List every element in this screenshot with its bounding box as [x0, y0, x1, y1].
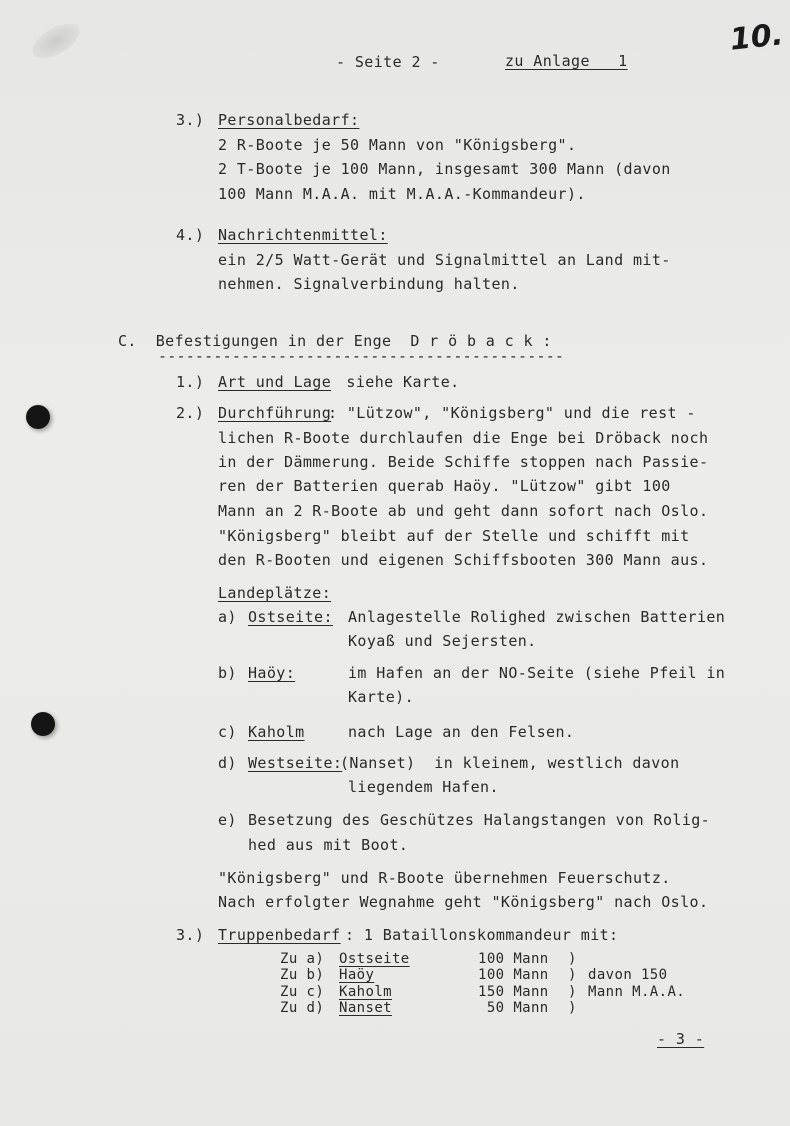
punch-hole [26, 405, 50, 429]
item-number: 3.) [176, 926, 205, 944]
text-line: Mann an 2 R-Boote ab und geht dann sofort nach Oslo. [218, 502, 709, 520]
troop-note: Mann M.A.A. [588, 984, 686, 1000]
item-number: 3.) [176, 111, 205, 129]
item-title: Durchführung [218, 404, 332, 422]
landing-letter: c) [218, 723, 237, 741]
text-line: in der Dämmerung. Beide Schiffe stoppen nach Passie- [218, 453, 709, 471]
landing-text: Anlagestelle Rolighed zwischen Batterien [348, 608, 726, 626]
landing-place: Kaholm [248, 723, 305, 741]
text-line: 2 T-Boote je 100 Mann, insgesamt 300 Mann (davon [218, 160, 671, 178]
item-number: 2.) [176, 404, 205, 422]
item-title: Art und Lage [218, 373, 332, 391]
text-line: hed aus mit Boot. [248, 836, 409, 854]
troop-place: Kaholm [339, 984, 392, 1000]
troop-note: davon 150 [588, 967, 668, 983]
landing-place: Ostseite: [248, 608, 333, 626]
troop-place: Nanset [339, 1000, 392, 1016]
item-number: 4.) [176, 226, 205, 244]
section-heading: C. Befestigungen in der Enge D r ö b a c k : [118, 332, 552, 350]
text-line: Besetzung des Geschützes Halangstangen von Rolig- [248, 811, 711, 829]
landing-letter: d) [218, 754, 237, 772]
troop-count: 100 Mann [478, 951, 549, 967]
text-line: "Königsberg" bleibt auf der Stelle und schifft mit [218, 527, 690, 545]
troop-prefix: Zu b) [280, 967, 325, 983]
landing-text: im Hafen an der NO-Seite (siehe Pfeil in [348, 664, 726, 682]
item-e-letter: e) [218, 811, 237, 829]
text-line: ren der Batterien querab Haöy. "Lützow" gibt 100 [218, 477, 671, 495]
ink-smudge [27, 17, 85, 66]
landing-title: Landeplätze: [218, 584, 332, 602]
troop-prefix: Zu d) [280, 1000, 325, 1016]
text-line: 100 Mann M.A.A. mit M.A.A.-Kommandeur). [218, 185, 586, 203]
text-line: "Königsberg" und R-Boote übernehmen Feuerschutz. [218, 869, 671, 887]
text-line: : 1 Bataillonskommandeur mit: [345, 926, 619, 944]
annex-label: zu Anlage 1 [505, 52, 628, 70]
landing-place: Haöy: [248, 664, 296, 682]
troop-count: 100 Mann [478, 967, 549, 983]
landing-text: Karte). [348, 688, 415, 706]
text-line: 2 R-Boote je 50 Mann von "Königsberg". [218, 136, 577, 154]
text-line: nehmen. Signalverbindung halten. [218, 275, 520, 293]
troop-bracket: ) [568, 951, 577, 967]
troop-bracket: ) [568, 1000, 577, 1016]
text-line: siehe Karte. [337, 373, 460, 391]
troop-prefix: Zu a) [280, 951, 325, 967]
landing-text: Koyaß und Sejersten. [348, 632, 537, 650]
landing-place: Westseite: [248, 754, 343, 772]
next-page-marker: - 3 - [657, 1030, 705, 1048]
text-line: Nach erfolgter Wegnahme geht "Königsberg" nach Oslo. [218, 893, 709, 911]
troop-bracket: ) [568, 984, 577, 1000]
folio-number: 10. [728, 17, 785, 58]
landing-text: (Nanset) in kleinem, westlich davon [340, 754, 680, 772]
item-number: 1.) [176, 373, 205, 391]
troop-count: 50 Mann [478, 1000, 549, 1016]
text-line: lichen R-Boote durchlaufen die Enge bei Dröback noch [218, 429, 709, 447]
page-label: - Seite 2 - [336, 53, 440, 71]
item-title: Personalbedarf: [218, 111, 360, 129]
troop-count: 150 Mann [478, 984, 549, 1000]
troop-place: Ostseite [339, 951, 410, 967]
landing-letter: a) [218, 608, 237, 626]
text-line: ein 2/5 Watt-Gerät und Signalmittel an Land mit- [218, 251, 671, 269]
text-line: : "Lützow", "Königsberg" und die rest - [328, 404, 696, 422]
landing-text: liegendem Hafen. [348, 778, 499, 796]
troop-bracket: ) [568, 967, 577, 983]
punch-hole [31, 712, 55, 736]
troop-prefix: Zu c) [280, 984, 325, 1000]
heading-underline: -------------------------------------------- [158, 347, 565, 365]
text-line: den R-Booten und eigenen Schiffsbooten 300 Mann aus. [218, 551, 709, 569]
landing-text: nach Lage an den Felsen. [348, 723, 575, 741]
landing-letter: b) [218, 664, 237, 682]
item-title: Nachrichtenmittel: [218, 226, 388, 244]
item-title: Truppenbedarf [218, 926, 341, 944]
troop-place: Haöy [339, 967, 375, 983]
